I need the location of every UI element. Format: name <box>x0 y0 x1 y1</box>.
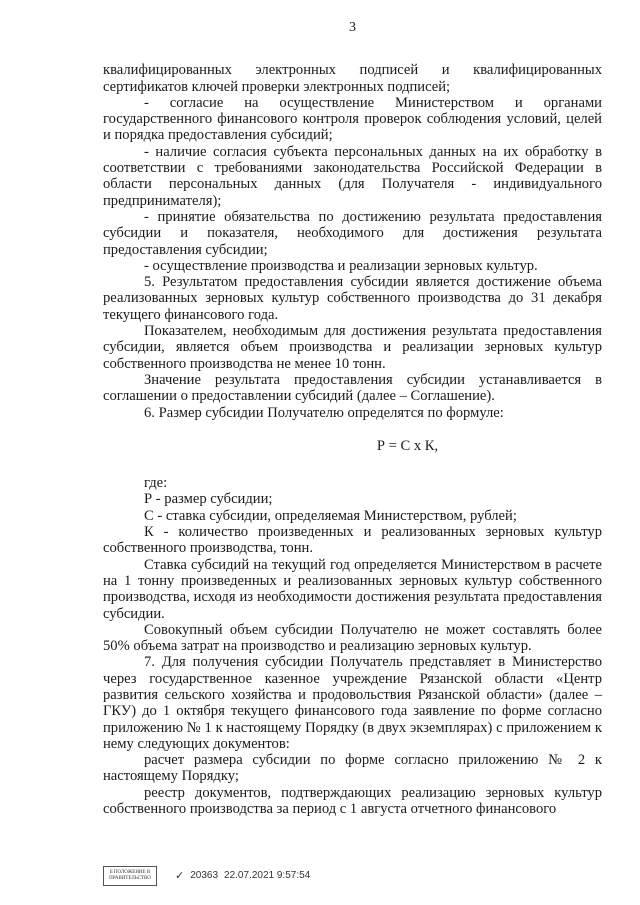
paragraph-4: - принятие обязательства по достижению результата предоставления субсидии и показателя, необходимого для достижения результата предоставления субсидии; <box>103 208 602 258</box>
document-timestamp: 22.07.2021 9:57:54 <box>224 869 311 881</box>
paragraph-7: Показателем, необходимым для достижения результата предоставления субсидии, является объем производства и реализации зерновых культур собственного производства не менее 10 тонн. <box>103 323 602 372</box>
paragraph-where: где: <box>144 475 168 492</box>
paragraph-9: 6. Размер субсидии Получателю определятся по формуле: <box>144 404 504 421</box>
paragraph-total: Совокупный объем субсидии Получателю не может составлять более 50% объема затрат на производство и реализацию зерновых культур. <box>103 621 602 655</box>
paragraph-6: 5. Результатом предоставления субсидии является достижение объема реализованных зерновых культур собственного производства до 31 декабря текущего финансового года. <box>103 274 602 323</box>
list-item-calculation: расчет размера субсидии по форме согласно приложению № 2 к настоящему Порядку; <box>103 752 602 785</box>
list-item-registry: реестр документов, подтверждающих реализацию зерновых культур собственного производства за период с 1 августа отчетного финансового <box>103 784 602 818</box>
document-stamp <box>175 868 310 884</box>
paragraph-rate: Ставка субсидий на текущий год определяется Министерством в расчете на 1 тонну произведенных и реализованных зерновых культур собственного производства, исходя из необходимости достижения результата предоставления субсидии. <box>103 556 602 622</box>
footer <box>103 866 310 886</box>
paragraph-7-application: 7. Для получения субсидии Получатель представляет в Министерство через государственное казенное учреждение Рязанской области «Центр развития сельского хозяйства и продовольствия Рязанской области» (далее – ГКУ) до 1 октября текущего финансового года заявление по форме согласно приложению № 1 к настоящему Порядку (в двух экземплярах) с приложением к нему следующих документов: <box>103 654 602 752</box>
definition-c: С - ставка субсидии, определяемая Министерством, рублей; <box>144 507 517 524</box>
definition-p: Р - размер субсидии; <box>144 491 273 508</box>
paragraph-5: - осуществление производства и реализации зерновых культур. <box>144 257 538 274</box>
seal-icon: Б ПОЛОЖЕНИЕ В ПРАВИТЕЛЬСТВО <box>103 866 157 886</box>
definition-k: К - количество произведенных и реализованных зерновых культур собственного производства, тонн. <box>103 524 602 557</box>
formula: Р = С х К, <box>376 437 439 454</box>
document-number: 20363 <box>190 869 219 881</box>
page-number: 3 <box>349 20 356 35</box>
checkmark-icon: ✓ <box>175 869 185 882</box>
paragraph-8: Значение результата предоставления субсидии устанавливается в соглашении о предоставлении субсидий (далее – Соглашение). <box>103 371 602 405</box>
paragraph-1: квалифицированных электронных подписей и квалифицированных сертификатов ключей проверки электронных подписей; <box>103 62 602 95</box>
paragraph-3: - наличие согласия субъекта персональных данных на их обработку в соответствии с требованиями законодательства Российской Федерации в области персональных данных (для Получателя - индивидуального предпринимателя); <box>103 143 602 209</box>
paragraph-2: - согласие на осуществление Министерством и органами государственного финансового контроля проверок соблюдения условий, целей и порядка предоставления субсидий; <box>103 94 602 144</box>
